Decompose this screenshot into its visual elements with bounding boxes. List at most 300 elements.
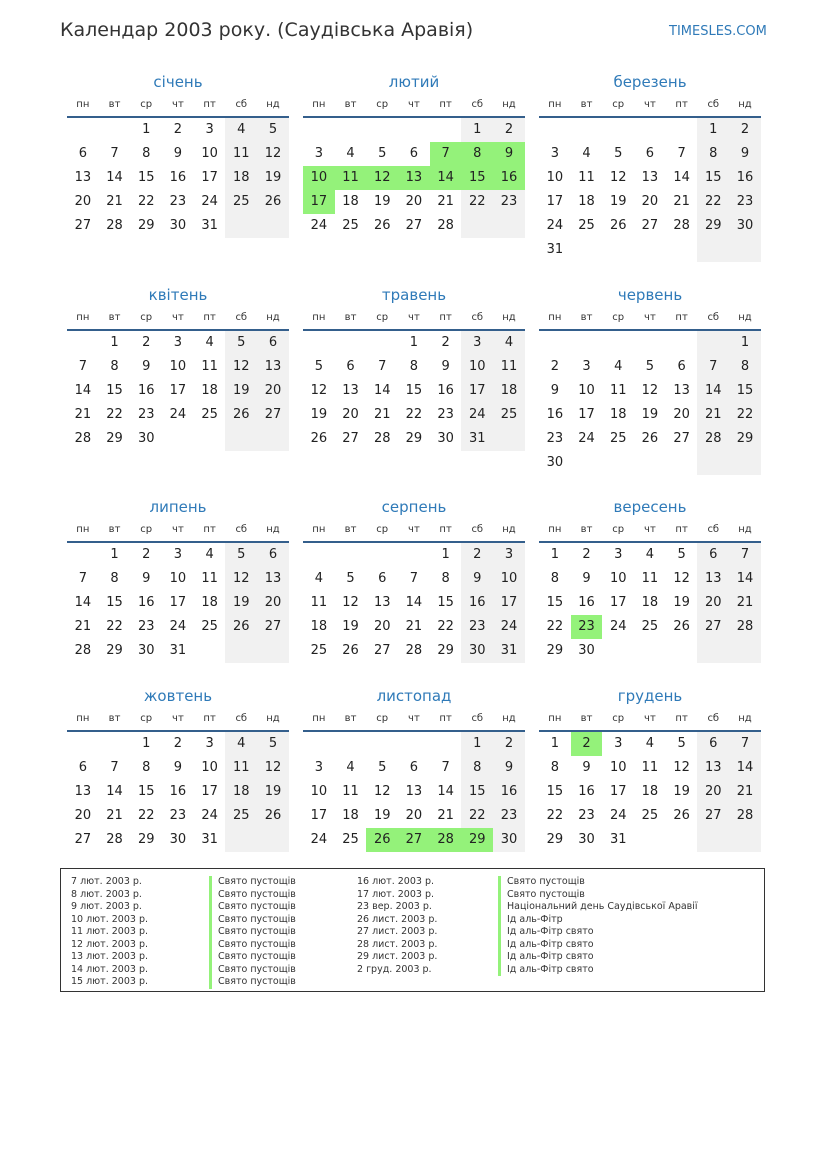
legend-date: 16 лют. 2003 р.: [357, 876, 434, 887]
day-cell: 14: [405, 595, 423, 610]
day-cell: 21: [373, 407, 391, 422]
day-cell: 28: [430, 828, 462, 852]
weekday-label: вт: [344, 713, 357, 724]
day-cell: 8: [142, 760, 151, 775]
empty-cell: [257, 639, 289, 663]
day-cell: 6: [677, 359, 686, 374]
empty-cell: [634, 238, 666, 262]
weekday-label: пн: [312, 524, 326, 535]
legend-date: 28 лист. 2003 р.: [357, 938, 438, 950]
legend-holiday-name: Свято пустощів: [498, 889, 698, 902]
day-cell: 13: [697, 756, 729, 780]
day-cell: 5: [257, 732, 289, 756]
day-cell: 21: [697, 403, 729, 427]
day-cell: 23: [461, 615, 493, 639]
day-cell: 22: [437, 619, 454, 634]
day-cell: 5: [346, 571, 355, 586]
day-cell: 27: [405, 218, 423, 233]
day-cell: 4: [346, 760, 355, 775]
legend-names-left: [209, 876, 296, 989]
day-cell: 18: [578, 194, 595, 209]
day-cell: 19: [609, 194, 627, 209]
empty-cell: [493, 427, 525, 451]
day-cell: 25: [342, 832, 359, 847]
weekday-label: сб: [707, 312, 720, 323]
empty-cell: [67, 331, 99, 355]
day-cell: 8: [409, 359, 419, 374]
month-name: вересень: [613, 498, 687, 516]
empty-cell: [666, 118, 698, 142]
day-cell: 28: [373, 431, 391, 446]
weekday-label: нд: [266, 524, 280, 535]
day-cell: 10: [201, 760, 218, 775]
weekday-label: чт: [172, 99, 184, 110]
legend-holiday-name: Ід аль-Фітр свято: [498, 951, 698, 964]
empty-cell: [303, 732, 335, 756]
legend-date: 26 лист. 2003 р.: [357, 913, 438, 925]
day-cell: 8: [697, 142, 729, 166]
day-cell: 28: [697, 427, 729, 451]
day-cell: 2: [173, 122, 183, 137]
empty-cell: [303, 118, 335, 142]
day-cell: 23: [437, 407, 454, 422]
day-cell: 16: [169, 784, 187, 799]
weekday-label: пн: [548, 524, 562, 535]
day-cell: 14: [673, 170, 690, 185]
weekday-label: пн: [312, 312, 326, 323]
empty-cell: [257, 214, 289, 238]
day-cell: 14: [106, 784, 123, 799]
empty-cell: [634, 451, 666, 475]
day-cell: 23: [169, 194, 187, 209]
empty-cell: [366, 331, 398, 355]
weekday-label: вт: [344, 524, 357, 535]
empty-cell: [729, 238, 761, 262]
day-cell: 22: [137, 194, 155, 209]
day-cell: 14: [729, 756, 761, 780]
day-cell: 4: [493, 331, 525, 355]
weekday-label: нд: [738, 312, 752, 323]
day-cell: 2: [142, 547, 151, 562]
weekday-label: сб: [235, 99, 248, 110]
weekday-label: чт: [644, 524, 656, 535]
days-grid: [303, 118, 525, 238]
day-cell: 29: [405, 431, 423, 446]
day-cell: 17: [493, 591, 525, 615]
day-cell: 15: [106, 595, 123, 610]
legend-holiday-name: Свято пустощів: [209, 951, 296, 964]
day-cell: 21: [74, 619, 92, 634]
day-cell: 10: [310, 784, 328, 799]
weekday-header: [539, 521, 761, 543]
empty-cell: [697, 639, 729, 663]
day-cell: 18: [201, 595, 218, 610]
weekday-header: [539, 710, 761, 732]
empty-cell: [697, 238, 729, 262]
day-cell: 24: [493, 615, 525, 639]
day-cell: 12: [310, 383, 328, 398]
day-cell: 29: [137, 218, 155, 233]
empty-cell: [666, 331, 698, 355]
day-cell: 16: [546, 407, 564, 422]
day-cell: 24: [310, 218, 328, 233]
weekday-label: пт: [439, 524, 452, 535]
weekday-label: сб: [707, 99, 720, 110]
days-grid: [303, 331, 525, 451]
weekday-label: нд: [266, 99, 280, 110]
day-cell: 29: [729, 427, 761, 451]
weekday-label: нд: [738, 524, 752, 535]
day-cell: 25: [225, 190, 257, 214]
empty-cell: [335, 543, 367, 567]
empty-cell: [257, 828, 289, 852]
day-cell: 14: [74, 383, 92, 398]
day-cell: 2: [461, 543, 493, 567]
day-cell: 18: [641, 784, 659, 799]
day-cell: 31: [493, 639, 525, 663]
day-cell: 15: [697, 166, 729, 190]
weekday-header: [67, 309, 289, 331]
empty-cell: [366, 543, 398, 567]
days-grid: [67, 732, 289, 852]
day-cell: 11: [310, 595, 328, 610]
day-cell: 12: [225, 567, 257, 591]
empty-cell: [67, 118, 99, 142]
weekday-label: ср: [612, 312, 625, 323]
day-cell: 27: [257, 403, 289, 427]
day-cell: 1: [409, 335, 419, 350]
day-cell: 2: [571, 732, 603, 756]
empty-cell: [461, 214, 493, 238]
day-cell: 17: [169, 595, 187, 610]
month-block: [303, 285, 525, 451]
day-cell: 4: [614, 359, 623, 374]
day-cell: 4: [205, 335, 214, 350]
day-cell: 23: [729, 190, 761, 214]
weekday-label: ср: [612, 524, 625, 535]
empty-cell: [539, 331, 571, 355]
weekday-label: сб: [235, 524, 248, 535]
day-cell: 28: [437, 218, 454, 233]
legend-date: 29 лист. 2003 р.: [357, 951, 438, 962]
day-cell: 12: [373, 784, 391, 799]
empty-cell: [571, 331, 603, 355]
day-cell: 6: [697, 543, 729, 567]
day-cell: 9: [142, 359, 151, 374]
month-name: жовтень: [143, 687, 213, 705]
day-cell: 24: [609, 619, 627, 634]
empty-cell: [634, 639, 666, 663]
empty-cell: [666, 639, 698, 663]
legend-date: 27 лист. 2003 р.: [357, 926, 438, 937]
day-cell: 13: [673, 383, 690, 398]
month-name: липень: [149, 498, 207, 516]
weekday-label: вт: [580, 524, 593, 535]
day-cell: 6: [78, 760, 87, 775]
day-cell: 7: [430, 142, 462, 166]
month-block: [539, 497, 761, 663]
day-cell: 23: [493, 804, 525, 828]
day-cell: 25: [493, 403, 525, 427]
day-cell: 1: [142, 122, 151, 137]
weekday-label: нд: [266, 713, 280, 724]
day-cell: 16: [578, 595, 595, 610]
day-cell: 14: [373, 383, 391, 398]
day-cell: 16: [137, 595, 155, 610]
day-cell: 10: [461, 355, 493, 379]
day-cell: 21: [74, 407, 92, 422]
weekday-label: чт: [172, 312, 184, 323]
days-grid: [67, 543, 289, 663]
empty-cell: [225, 639, 257, 663]
weekday-label: пн: [548, 713, 562, 724]
day-cell: 29: [546, 832, 564, 847]
weekday-label: пн: [76, 524, 90, 535]
site-link[interactable]: TIMESLES.COM: [669, 24, 767, 39]
day-cell: 18: [342, 808, 359, 823]
day-cell: 9: [142, 571, 151, 586]
day-cell: 11: [342, 784, 359, 799]
weekday-label: пн: [548, 312, 562, 323]
day-cell: 6: [257, 543, 289, 567]
day-cell: 10: [609, 571, 627, 586]
day-cell: 2: [441, 335, 450, 350]
day-cell: 15: [437, 595, 454, 610]
day-cell: 26: [225, 615, 257, 639]
day-cell: 8: [142, 146, 151, 161]
day-cell: 30: [578, 832, 595, 847]
weekday-label: вт: [344, 99, 357, 110]
empty-cell: [303, 543, 335, 567]
weekday-label: пт: [203, 312, 216, 323]
day-cell: 9: [582, 571, 591, 586]
day-cell: 11: [225, 756, 257, 780]
day-cell: 14: [106, 170, 123, 185]
day-cell: 6: [346, 359, 355, 374]
day-cell: 3: [205, 122, 214, 137]
month-name: березень: [613, 73, 687, 91]
day-cell: 30: [169, 218, 187, 233]
legend-date: 23 вер. 2003 р.: [357, 901, 432, 912]
day-cell: 1: [110, 335, 119, 350]
day-cell: 20: [373, 619, 391, 634]
empty-cell: [430, 732, 462, 756]
day-cell: 20: [74, 808, 92, 823]
weekday-header: [539, 309, 761, 331]
day-cell: 18: [225, 166, 257, 190]
legend-date: 9 лют. 2003 р.: [71, 901, 142, 912]
day-cell: 11: [641, 760, 659, 775]
day-cell: 21: [437, 808, 454, 823]
day-cell: 5: [645, 359, 655, 374]
month-name: грудень: [617, 687, 683, 705]
empty-cell: [666, 238, 698, 262]
legend-date: 10 лют. 2003 р.: [71, 913, 148, 925]
day-cell: 31: [169, 643, 187, 658]
empty-cell: [303, 331, 335, 355]
day-cell: 27: [697, 615, 729, 639]
weekday-label: чт: [408, 99, 420, 110]
month-name: серпень: [381, 498, 447, 516]
day-cell: 15: [106, 383, 123, 398]
day-cell: 20: [405, 808, 423, 823]
day-cell: 30: [546, 455, 564, 470]
day-cell: 9: [441, 359, 450, 374]
day-cell: 20: [257, 379, 289, 403]
days-grid: [539, 732, 761, 852]
day-cell: 15: [137, 170, 155, 185]
empty-cell: [634, 331, 666, 355]
days-grid: [67, 331, 289, 451]
day-cell: 24: [201, 808, 218, 823]
day-cell: 26: [310, 431, 328, 446]
empty-cell: [194, 639, 226, 663]
empty-cell: [366, 732, 398, 756]
day-cell: 23: [137, 619, 155, 634]
day-cell: 10: [169, 571, 187, 586]
weekday-label: ср: [612, 99, 625, 110]
month-name: листопад: [376, 687, 452, 705]
day-cell: 19: [257, 780, 289, 804]
weekday-label: нд: [738, 99, 752, 110]
legend-holiday-name: Ід аль-Фітр свято: [498, 926, 698, 939]
weekday-header: [303, 710, 525, 732]
day-cell: 3: [582, 359, 591, 374]
day-cell: 22: [461, 804, 493, 828]
day-cell: 16: [461, 591, 493, 615]
day-cell: 7: [729, 543, 761, 567]
day-cell: 27: [673, 431, 690, 446]
day-cell: 3: [314, 760, 323, 775]
empty-cell: [602, 331, 634, 355]
day-cell: 10: [578, 383, 595, 398]
day-cell: 9: [550, 383, 559, 398]
days-grid: [539, 118, 761, 262]
day-cell: 17: [303, 190, 335, 214]
weekday-label: вт: [580, 99, 593, 110]
day-cell: 30: [578, 643, 595, 658]
day-cell: 29: [106, 431, 123, 446]
empty-cell: [398, 118, 430, 142]
day-cell: 22: [106, 619, 123, 634]
day-cell: 23: [546, 431, 564, 446]
day-cell: 4: [645, 547, 655, 562]
day-cell: 19: [225, 379, 257, 403]
empty-cell: [571, 118, 603, 142]
empty-cell: [257, 427, 289, 451]
day-cell: 15: [729, 379, 761, 403]
day-cell: 21: [405, 619, 423, 634]
day-cell: 7: [78, 359, 87, 374]
day-cell: 12: [366, 166, 398, 190]
day-cell: 13: [257, 567, 289, 591]
month-block: [539, 72, 761, 262]
day-cell: 1: [461, 118, 493, 142]
day-cell: 26: [257, 804, 289, 828]
day-cell: 20: [342, 407, 359, 422]
day-cell: 13: [697, 567, 729, 591]
legend-holiday-name: Свято пустощів: [209, 876, 296, 889]
empty-cell: [335, 732, 367, 756]
legend-date: 17 лют. 2003 р.: [357, 888, 434, 900]
day-cell: 21: [729, 780, 761, 804]
legend-holiday-name: Свято пустощів: [209, 964, 296, 977]
weekday-label: чт: [644, 312, 656, 323]
weekday-label: чт: [644, 99, 656, 110]
month-block: [67, 497, 289, 663]
day-cell: 26: [225, 403, 257, 427]
empty-cell: [571, 451, 603, 475]
empty-cell: [67, 543, 99, 567]
empty-cell: [194, 427, 226, 451]
day-cell: 12: [673, 760, 690, 775]
day-cell: 17: [609, 784, 627, 799]
day-cell: 3: [205, 736, 214, 751]
weekday-label: ср: [140, 312, 153, 323]
day-cell: 5: [257, 118, 289, 142]
day-cell: 10: [303, 166, 335, 190]
day-cell: 25: [609, 431, 627, 446]
weekday-label: чт: [172, 524, 184, 535]
day-cell: 28: [106, 832, 123, 847]
weekday-label: сб: [471, 312, 484, 323]
day-cell: 3: [614, 547, 623, 562]
day-cell: 22: [106, 407, 123, 422]
day-cell: 17: [609, 595, 627, 610]
day-cell: 22: [697, 190, 729, 214]
weekday-label: пт: [203, 524, 216, 535]
day-cell: 3: [493, 543, 525, 567]
day-cell: 24: [461, 403, 493, 427]
day-cell: 22: [137, 808, 155, 823]
day-cell: 19: [373, 194, 391, 209]
empty-cell: [366, 118, 398, 142]
day-cell: 17: [461, 379, 493, 403]
day-cell: 16: [578, 784, 595, 799]
day-cell: 27: [74, 832, 92, 847]
legend-holiday-name: Свято пустощів: [498, 876, 698, 889]
weekday-header: [303, 96, 525, 118]
day-cell: 17: [169, 383, 187, 398]
weekday-header: [303, 521, 525, 543]
day-cell: 7: [441, 760, 450, 775]
empty-cell: [99, 732, 131, 756]
day-cell: 28: [729, 804, 761, 828]
day-cell: 3: [461, 331, 493, 355]
empty-cell: [335, 118, 367, 142]
weekday-label: сб: [707, 713, 720, 724]
empty-cell: [697, 451, 729, 475]
day-cell: 30: [461, 639, 493, 663]
day-cell: 30: [493, 828, 525, 852]
empty-cell: [602, 118, 634, 142]
day-cell: 29: [546, 643, 564, 658]
day-cell: 25: [641, 619, 659, 634]
month-block: [303, 686, 525, 852]
day-cell: 16: [437, 383, 454, 398]
empty-cell: [67, 732, 99, 756]
day-cell: 19: [641, 407, 659, 422]
day-cell: 27: [641, 218, 659, 233]
empty-cell: [398, 543, 430, 567]
day-cell: 6: [409, 146, 419, 161]
day-cell: 1: [550, 547, 559, 562]
empty-cell: [571, 238, 603, 262]
day-cell: 26: [366, 828, 398, 852]
day-cell: 19: [342, 619, 359, 634]
weekday-label: чт: [408, 524, 420, 535]
day-cell: 9: [582, 760, 591, 775]
